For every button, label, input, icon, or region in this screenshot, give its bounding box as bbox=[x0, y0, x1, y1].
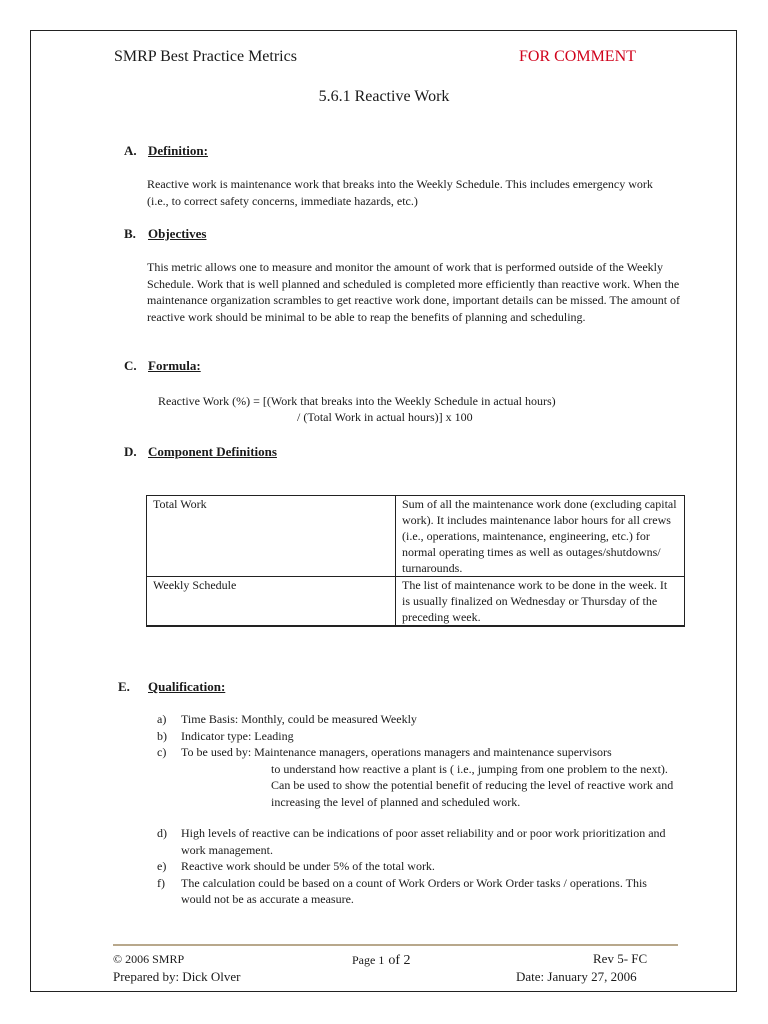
list-item: d) High levels of reactive can be indications of poor asset reliability and or poor work prioritization and work management. bbox=[157, 826, 666, 857]
definition-cell: Sum of all the maintenance work done (excluding capital work). It includes maintenance labor hours for all crews (i.e., operations, maintenance, engineering, etc.) for normal operating times as well as outages/shutdowns/ turnarounds. bbox=[396, 496, 685, 577]
section-a-heading: A. Definition: bbox=[124, 143, 208, 158]
definition-cell: The list of maintenance work to be done in the week. It is usually finalized on Wednesday or Thursday of the preceding week. bbox=[396, 577, 685, 627]
list-item-continuation: to understand how reactive a plant is ( i.e., jumping from one problem to the next). Can be used to show the potential benefit of reducing the level of reactive work and increasing the level of planned and scheduled work. bbox=[271, 761, 674, 809]
list-item: b) Indicator type: Leading bbox=[157, 728, 294, 743]
section-b-heading: B. Objectives bbox=[124, 226, 207, 241]
section-c-heading: C. Formula: bbox=[124, 358, 201, 373]
footer-rule bbox=[113, 944, 678, 946]
footer-revision: Rev 5- FC bbox=[593, 951, 648, 966]
footer-date: Date: January 27, 2006 bbox=[516, 969, 637, 984]
table-row bbox=[147, 577, 685, 627]
formula-line-1: Reactive Work (%) = [(Work that breaks into the Weekly Schedule in actual hours) bbox=[158, 394, 556, 408]
section-b-text: This metric allows one to measure and monitor the amount of work that is performed outside of the Weekly Schedule. Work that is well planned and scheduled is completed more efficiently than reactive work. When the maintenance organization scrambles to get reactive work done, important details can be missed. The amount of reactive work should be minimal to be able to reap the benefits of planning and scheduling. bbox=[147, 260, 681, 324]
list-item: a) Time Basis: Monthly, could be measured Weekly bbox=[157, 712, 417, 726]
list-item: c) To be used by: Maintenance managers, operations managers and maintenance supervisors to understand how reactive a plant is ( i.e., jumping from one problem to the next). Can be used to show the potential benefit of reducing the level of reactive work and increasing the level of planned and scheduled work. bbox=[157, 744, 687, 810]
header-status: FOR COMMENT bbox=[519, 48, 636, 65]
component-definitions-table bbox=[146, 495, 685, 627]
qualification-list-1 bbox=[157, 711, 687, 810]
footer-copyright: © 2006 SMRP bbox=[113, 952, 185, 966]
table-row bbox=[147, 496, 685, 577]
header-left: SMRP Best Practice Metrics bbox=[114, 48, 297, 65]
section-a-text: Reactive work is maintenance work that breaks into the Weekly Schedule. This includes emergency work (i.e., to correct safety concerns, immediate hazards, etc.) bbox=[147, 177, 653, 208]
section-d-heading: D. Component Definitions bbox=[124, 444, 277, 459]
qualification-list-2 bbox=[157, 825, 677, 908]
formula-line-2: / (Total Work in actual hours)] x 100 bbox=[297, 410, 473, 424]
page-title: 5.6.1 Reactive Work bbox=[318, 88, 450, 105]
section-e-heading: E. Qualification: bbox=[118, 679, 226, 694]
footer-page-number: Page 1 of 2 bbox=[352, 953, 411, 968]
footer-prepared-by: Prepared by: Dick Olver bbox=[113, 969, 241, 984]
term-cell: Weekly Schedule bbox=[147, 577, 396, 627]
list-item: f) The calculation could be based on a count of Work Orders or Work Order tasks / operations. This would not be as accurate a measure. bbox=[157, 875, 647, 906]
list-item: e) Reactive work should be under 5% of the total work. bbox=[157, 859, 435, 873]
term-cell: Total Work bbox=[147, 496, 396, 577]
